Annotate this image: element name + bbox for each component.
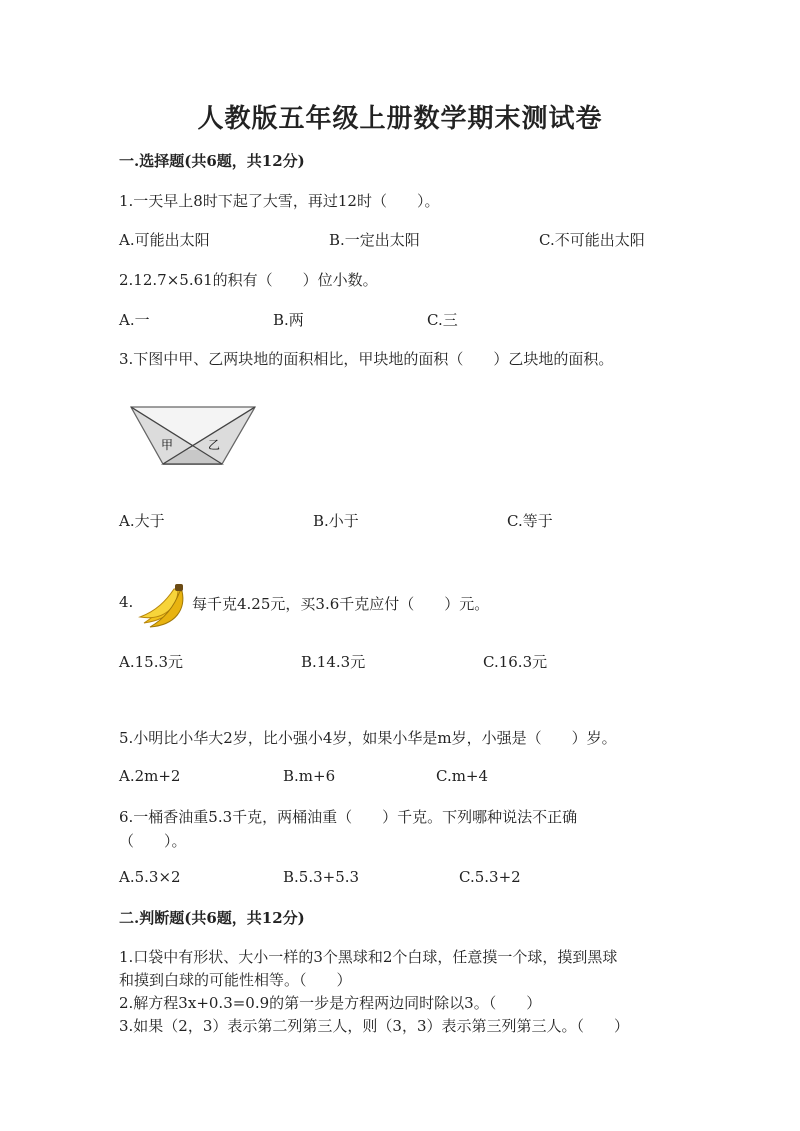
q5-option-c: C.m+4 (436, 767, 489, 785)
question-6-line1: 6.一桶香油重5.3千克，两桶油重（ ）千克。下列哪种说法不正确 (119, 808, 578, 826)
question-1: 1.一天早上8时下起了大雪，再过12时（ ）。 (119, 192, 440, 210)
question-4: 每千克4.25元，买3.6千克应付（ ）元。 (192, 595, 490, 613)
question-3: 3.下图中甲、乙两块地的面积相比，甲块地的面积（ ）乙块地的面积。 (119, 350, 614, 368)
q4-option-a: A.15.3元 (119, 653, 183, 671)
q3-option-a: A.大于 (119, 512, 165, 530)
judgement-2: 2.解方程3x+0.3=0.9的第一步是方程两边同时除以3。（ ） (119, 994, 542, 1012)
figure-label-yi: 乙 (208, 438, 221, 452)
section-heading-choice: 一.选择题(共6题，共12分) (119, 152, 305, 170)
q5-option-b: B.m+6 (283, 767, 336, 785)
figure-label-jia: 甲 (161, 438, 174, 452)
q6-option-c: C.5.3+2 (459, 868, 521, 886)
judgement-1-line2: 和摸到白球的可能性相等。（ ） (119, 971, 352, 989)
question-2: 2.12.7×5.61的积有（ ）位小数。 (119, 271, 378, 289)
judgement-1-line1: 1.口袋中有形状、大小一样的3个黑球和2个白球，任意摸一个球，摸到黑球 (119, 948, 618, 966)
question-5: 5.小明比小华大2岁，比小强小4岁，如果小华是m岁，小强是（ ）岁。 (119, 729, 617, 747)
q1-option-b: B.一定出太阳 (329, 231, 420, 249)
q2-option-c: C.三 (427, 311, 458, 329)
page-title: 人教版五年级上册数学期末测试卷 (197, 104, 603, 134)
section-heading-judgement: 二.判断题(共6题，共12分) (119, 909, 305, 927)
q2-option-a: A.一 (119, 311, 150, 329)
q4-option-c: C.16.3元 (483, 653, 548, 671)
judgement-3: 3.如果（2，3）表示第二列第三人，则（3，3）表示第三列第三人。（ ） (119, 1017, 629, 1035)
q1-option-a: A.可能出太阳 (119, 231, 210, 249)
q5-option-a: A.2m+2 (119, 767, 181, 785)
q4-option-b: B.14.3元 (301, 653, 366, 671)
banana-icon (136, 583, 190, 629)
q3-option-c: C.等于 (507, 512, 553, 530)
q1-option-c: C.不可能出太阳 (539, 231, 645, 249)
q3-option-b: B.小于 (313, 512, 359, 530)
question-4-number: 4. (119, 593, 134, 611)
q6-option-b: B.5.3+5.3 (283, 868, 360, 886)
q2-option-b: B.两 (273, 311, 304, 329)
q6-option-a: A.5.3×2 (119, 868, 181, 886)
question-6-line2: （ ）。 (119, 832, 187, 850)
trapezoid-figure (128, 398, 258, 468)
